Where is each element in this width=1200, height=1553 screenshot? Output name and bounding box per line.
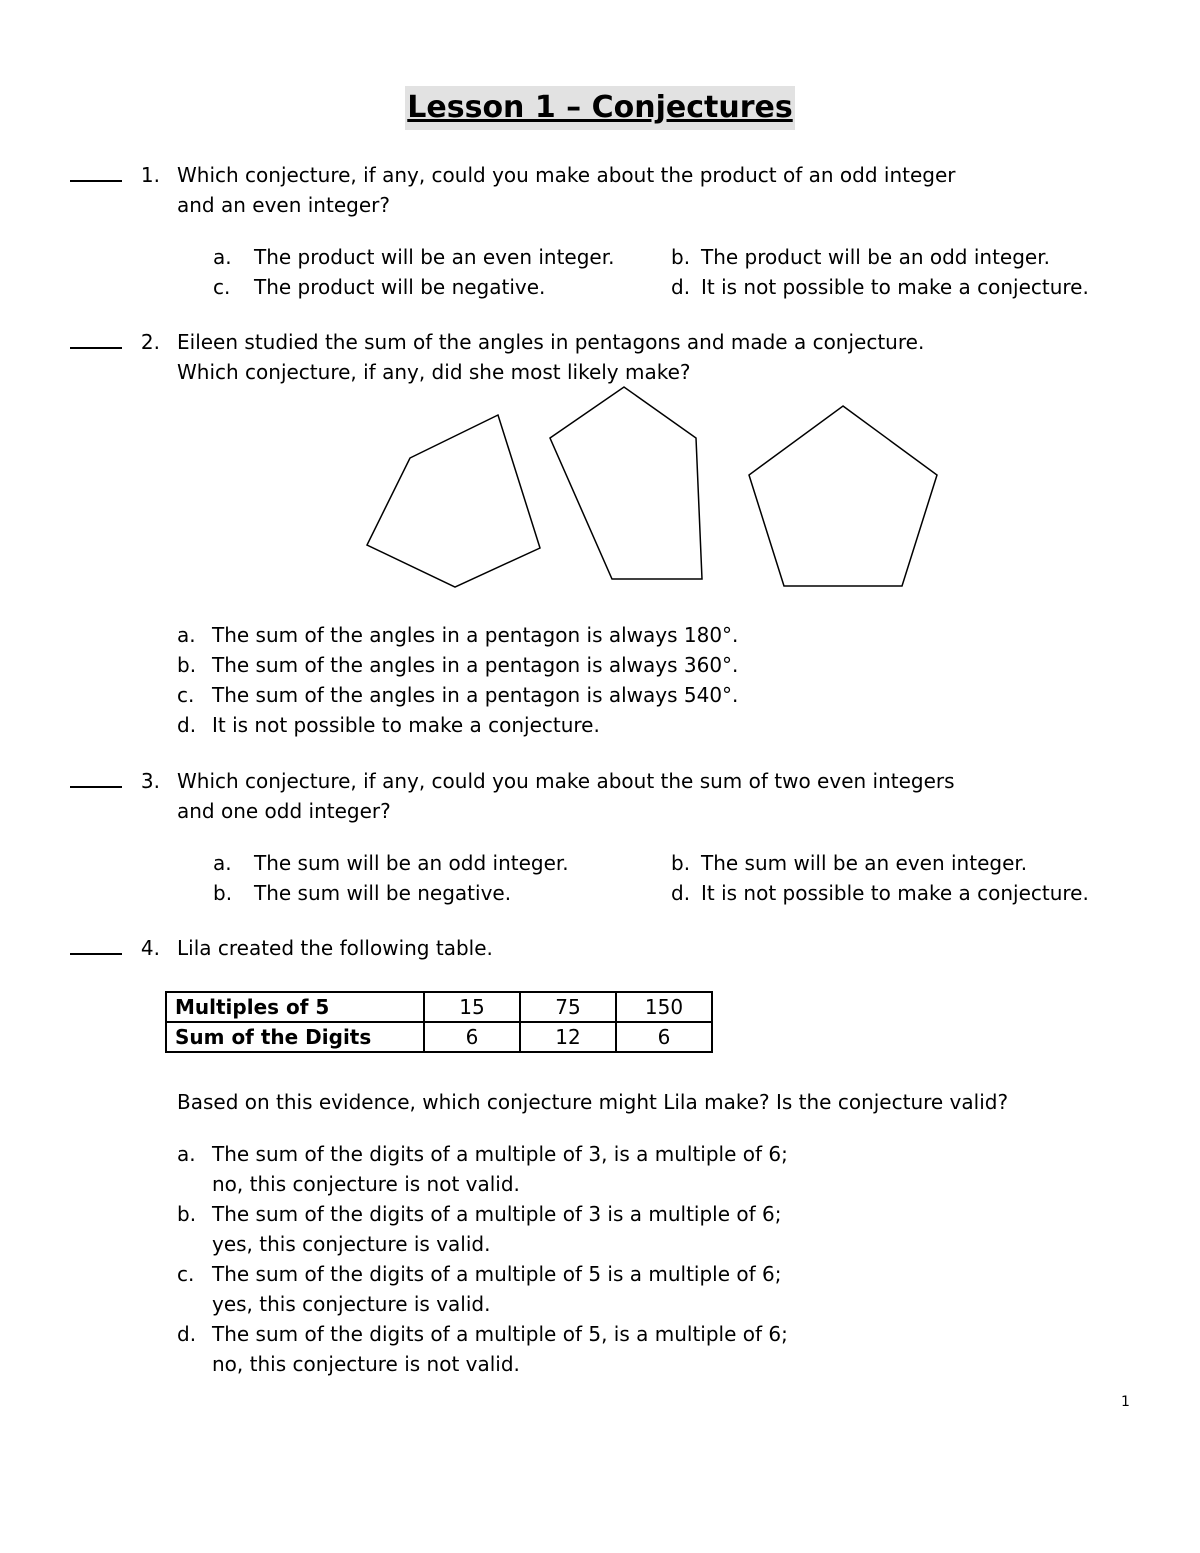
option-text: The sum will be an even integer.	[701, 851, 1028, 875]
option-label: b.	[177, 1202, 197, 1226]
question-number: 2.	[140, 330, 160, 354]
table-row-header: Multiples of 5	[166, 992, 424, 1022]
option-text: no, this conjecture is not valid.	[212, 1172, 520, 1196]
option-text: The sum of the angles in a pentagon is always 540°.	[212, 683, 739, 707]
pentagon-irregular-1	[367, 415, 540, 587]
option-text: The sum of the angles in a pentagon is always 180°.	[212, 623, 739, 647]
table-cell: 6	[424, 1022, 520, 1052]
option-label: d.	[671, 275, 691, 299]
option-label: c.	[177, 1262, 195, 1286]
option-text: The product will be an odd integer.	[701, 245, 1050, 269]
option-text: The sum of the digits of a multiple of 3, is a multiple of 6;	[212, 1142, 788, 1166]
option-text: yes, this conjecture is valid.	[212, 1232, 491, 1256]
option-text: The sum of the angles in a pentagon is always 360°.	[212, 653, 739, 677]
option-label: a.	[213, 245, 232, 269]
answer-blank-q4[interactable]	[70, 953, 122, 955]
question-stem-line: Which conjecture, if any, could you make about the sum of two even integers	[177, 769, 955, 793]
question-stem-line: Lila created the following table.	[177, 936, 493, 960]
table-cell: 150	[616, 992, 712, 1022]
option-text: The product will be negative.	[254, 275, 546, 299]
option-text: The sum will be negative.	[254, 881, 512, 905]
page-title-text: Lesson 1 – Conjectures	[405, 86, 794, 130]
option-label: c.	[177, 683, 195, 707]
option-label: a.	[177, 623, 196, 647]
question-number: 4.	[140, 936, 160, 960]
question-stem-line: Which conjecture, if any, could you make about the product of an odd integer	[177, 163, 956, 187]
pentagon-figures	[0, 0, 1200, 620]
question-number: 1.	[140, 163, 160, 187]
question-stem-line: Eileen studied the sum of the angles in pentagons and made a conjecture.	[177, 330, 925, 354]
question-number: 3.	[140, 769, 160, 793]
option-text: yes, this conjecture is valid.	[212, 1292, 491, 1316]
question-stem-line: Which conjecture, if any, did she most likely make?	[177, 360, 691, 384]
option-text: The sum of the digits of a multiple of 3 is a multiple of 6;	[212, 1202, 782, 1226]
question-prompt: Based on this evidence, which conjecture might Lila make? Is the conjecture valid?	[177, 1090, 1009, 1114]
page-number: 1	[1121, 1394, 1130, 1410]
pentagon-regular	[749, 406, 937, 586]
table-cell: 15	[424, 992, 520, 1022]
option-label: d.	[177, 713, 197, 737]
pentagon-irregular-2	[550, 387, 702, 579]
option-label: b.	[671, 851, 691, 875]
table-row	[166, 1022, 712, 1052]
option-text: The sum of the digits of a multiple of 5, is a multiple of 6;	[212, 1322, 788, 1346]
answer-blank-q3[interactable]	[70, 786, 122, 788]
question-stem-line: and an even integer?	[177, 193, 390, 217]
multiples-table	[165, 991, 713, 1053]
table-cell: 12	[520, 1022, 616, 1052]
option-label: b.	[177, 653, 197, 677]
option-label: b.	[671, 245, 691, 269]
option-text: It is not possible to make a conjecture.	[701, 275, 1089, 299]
option-text: It is not possible to make a conjecture.	[701, 881, 1089, 905]
table-row-header: Sum of the Digits	[166, 1022, 424, 1052]
table-cell: 6	[616, 1022, 712, 1052]
option-text: The sum of the digits of a multiple of 5 is a multiple of 6;	[212, 1262, 782, 1286]
option-label: c.	[213, 275, 231, 299]
option-label: b.	[213, 881, 233, 905]
option-text: The sum will be an odd integer.	[254, 851, 569, 875]
option-text: It is not possible to make a conjecture.	[212, 713, 600, 737]
option-label: d.	[177, 1322, 197, 1346]
option-label: a.	[177, 1142, 196, 1166]
option-text: no, this conjecture is not valid.	[212, 1352, 520, 1376]
option-label: d.	[671, 881, 691, 905]
option-text: The product will be an even integer.	[254, 245, 615, 269]
question-stem-line: and one odd integer?	[177, 799, 391, 823]
table-row	[166, 992, 712, 1022]
option-label: a.	[213, 851, 232, 875]
table-cell: 75	[520, 992, 616, 1022]
